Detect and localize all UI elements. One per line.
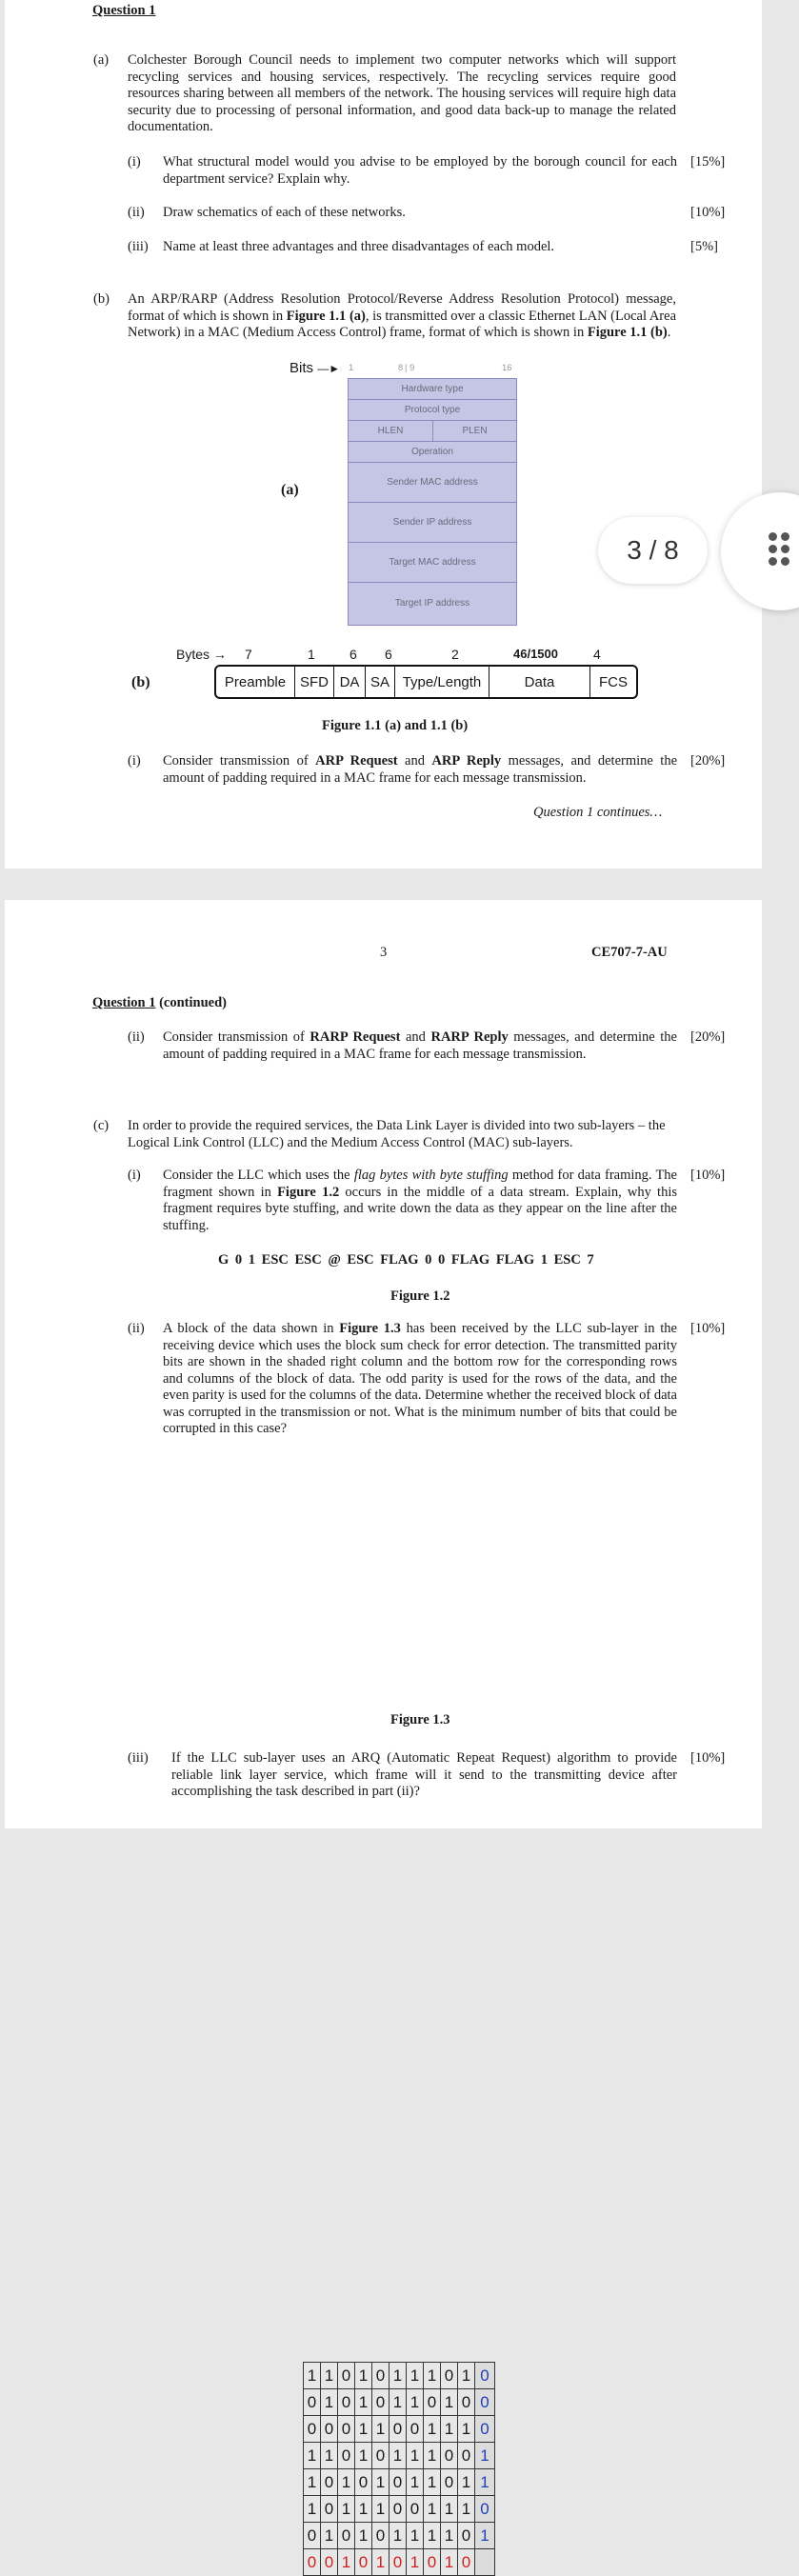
part-b-ii-label: (ii) [128,1029,145,1045]
data-bit-cell: 1 [424,2416,441,2443]
bit-9-label: 9 [409,363,415,373]
data-bit-cell: 1 [304,2443,321,2469]
data-bit-cell: 0 [321,2469,338,2496]
table-row [304,2469,495,2496]
part-a-ii-label: (ii) [128,205,145,220]
arp-packet-format [348,378,517,626]
part-a-iii-label: (iii) [128,239,149,254]
part-a-ii-text: Draw schematics of each of these networks. [163,205,406,220]
data-bit-cell: 1 [441,2496,458,2523]
figure-1-1-caption: Figure 1.1 (a) and 1.1 (b) [322,718,469,733]
field-target-ip: Target IP address [394,598,470,609]
data-bit-cell: 1 [441,2523,458,2549]
field-plen: PLEN [433,421,516,442]
frame-type-length: Type/Length [395,667,489,697]
part-a-iii-text: Name at least three advantages and three disadvantages of each model. [163,239,555,254]
data-bit-cell: 1 [424,2443,441,2469]
part-b-i-label: (i) [128,753,141,769]
corner-cell [475,2549,495,2576]
data-bit-cell: 1 [424,2523,441,2549]
mac-frame-format [214,665,638,699]
bytes-label: Bytes → [176,647,227,662]
part-c-i-label: (i) [128,1168,141,1183]
column-parity-cell: 0 [390,2549,407,2576]
frame-sfd: SFD [295,667,334,697]
parity-block-table [303,2362,495,2576]
part-a-i-text: What structural model would you advise to be employed by the borough council for each department service? Explain why. [163,154,677,187]
question-title: Question 1 [92,3,156,18]
data-bit-cell: 0 [407,2416,424,2443]
part-b-label: (b) [93,291,110,307]
data-bit-cell: 0 [338,2389,355,2416]
column-parity-cell: 0 [321,2549,338,2576]
byte-count-sfd: 1 [308,647,315,662]
field-hlen: HLEN [349,421,433,442]
data-bit-cell: 0 [407,2496,424,2523]
data-bit-cell: 1 [458,2469,475,2496]
field-sender-ip: Sender IP address [349,503,516,543]
frame-da: DA [334,667,366,697]
data-bit-cell: 0 [338,2416,355,2443]
byte-count-type: 2 [451,647,459,662]
data-bit-cell: 0 [321,2416,338,2443]
part-a-iii-marks: [5%] [690,239,718,254]
data-bit-cell: 1 [390,2363,407,2389]
document-page-1 [5,0,762,869]
part-c-iii-marks: [10%] [690,1750,726,1766]
data-bit-cell: 1 [304,2363,321,2389]
part-a-ii-marks: [10%] [690,205,726,220]
part-a-i-marks: [15%] [690,154,726,170]
row-parity-cell: 0 [475,2389,495,2416]
data-stream-fragment: G 0 1 ESC ESC @ ESC FLAG 0 0 FLAG FLAG 1 ESC 7 [218,1252,594,1268]
data-bit-cell: 0 [321,2496,338,2523]
data-bit-cell: 1 [355,2363,372,2389]
byte-count-da: 6 [350,647,357,662]
data-bit-cell: 1 [355,2389,372,2416]
document-page-2 [5,900,762,2571]
frame-data: Data [489,667,590,697]
part-b-ii-text: Consider transmission of RARP Request and RARP Reply messages, and determine the amount of padding required in a MAC frame for each message transmission. [163,1029,677,1062]
part-c-iii-text: If the LLC sub-layer uses an ARQ (Automatic Repeat Request) algorithm to provide reliable link layer service, which frame will it send to the transmitting device after accomplishing the task described in part (ii)? [171,1750,677,1799]
data-bit-cell: 0 [390,2469,407,2496]
data-bit-cell: 0 [458,2523,475,2549]
data-bit-cell: 0 [304,2389,321,2416]
data-bit-cell: 0 [390,2496,407,2523]
part-b-text: An ARP/RARP (Address Resolution Protocol/Reverse Address Resolution Protocol) message, format of which is shown in Figure 1.1 (a), is transmitted over a classic Ethernet LAN (Local Area Network) in a MAC (Medium Access Control) frame, format of which is shown in Figure 1.1 (b). [128,291,677,340]
figure-a-label: (a) [281,482,299,498]
column-parity-cell: 1 [441,2549,458,2576]
column-parity-cell: 0 [355,2549,372,2576]
figure-1-2-caption: Figure 1.2 [390,1288,450,1304]
data-bit-cell: 0 [372,2443,390,2469]
byte-count-data: 46/1500 [513,647,558,661]
data-bit-cell: 1 [441,2416,458,2443]
bit-16-label: 16 [502,363,512,373]
part-c-ii-label: (ii) [128,1321,145,1336]
data-bit-cell: 0 [372,2363,390,2389]
part-b-i-marks: [20%] [690,753,726,769]
row-parity-cell: 0 [475,2416,495,2443]
data-bit-cell: 1 [355,2523,372,2549]
part-c-text: In order to provide the required services, the Data Link Layer is divided into two sub-layers – the Logical Link Control (LLC) and the Medium Access Control (MAC) sub-layers. [128,1118,666,1150]
data-bit-cell: 1 [321,2389,338,2416]
part-b-i-text: Consider transmission of ARP Request and ARP Reply messages, and determine the amount of padding required in a MAC frame for each message transmission. [163,753,678,786]
page-indicator: 3 / 8 [598,517,708,584]
column-parity-cell: 1 [372,2549,390,2576]
data-bit-cell: 1 [321,2363,338,2389]
field-protocol-type: Protocol type [349,400,516,421]
data-bit-cell: 1 [355,2443,372,2469]
data-bit-cell: 1 [304,2469,321,2496]
part-c-ii-marks: [10%] [690,1321,726,1336]
data-bit-cell: 1 [304,2496,321,2523]
data-bit-cell: 0 [441,2363,458,2389]
data-bit-cell: 0 [355,2469,372,2496]
figure-1-3-caption: Figure 1.3 [390,1712,450,1727]
frame-fcs: FCS [599,673,628,690]
part-c-iii-label: (iii) [128,1750,149,1766]
question-continues-note: Question 1 continues… [533,805,663,820]
course-code: CE707-7-AU [591,945,668,960]
table-row [304,2389,495,2416]
data-bit-cell: 1 [441,2389,458,2416]
data-bit-cell: 1 [407,2469,424,2496]
byte-count-preamble: 7 [245,647,252,662]
data-bit-cell: 1 [338,2496,355,2523]
data-bit-cell: 1 [390,2443,407,2469]
data-bit-cell: 0 [372,2523,390,2549]
data-bit-cell: 1 [407,2443,424,2469]
column-parity-row [304,2549,495,2576]
data-bit-cell: 1 [407,2389,424,2416]
field-hardware-type: Hardware type [349,379,516,400]
row-parity-cell: 1 [475,2523,495,2549]
part-c-ii-text: A block of the data shown in Figure 1.3 has been received by the LLC sub-layer in the receiving device which uses the block sum check for error detection. The transmitted parity bits are shown in the shaded right column and the bottom row for the corresponding rows and columns of the block of data. The odd parity is used for the rows of the data, and the even parity is used for the columns of the data. Determine whether the received block of data was corrupted in the transmission or not. What is the minimum number of bits that could be corrupted in this case? [163,1321,677,1436]
column-parity-cell: 0 [424,2549,441,2576]
part-a-i-label: (i) [128,154,141,170]
data-bit-cell: 0 [338,2523,355,2549]
part-a-text: Colchester Borough Council needs to implement two computer networks which will support recycling services and housing services, respectively. The recycling services require good resources sharing between all members of the network. The housing services will require high data security due to processing of personal information, and good data back-up to manage the related documentation. [128,52,676,134]
bit-8-label: 8 [398,363,404,373]
data-bit-cell: 1 [424,2496,441,2523]
column-parity-cell: 1 [407,2549,424,2576]
part-b-ii-marks: [20%] [690,1029,726,1045]
column-parity-cell: 1 [338,2549,355,2576]
data-bit-cell: 0 [441,2443,458,2469]
part-c-i-text: Consider the LLC which uses the flag bytes with byte stuffing method for data framing. The fragment shown in Figure 1.2 occurs in the middle of a data stream. Explain, why this fragment requires byte stuffing, and write down the data as they appear on the line after the stuffing. [163,1168,678,1233]
column-parity-cell: 0 [304,2549,321,2576]
row-parity-cell: 1 [475,2443,495,2469]
bit-separator: | [405,363,408,373]
data-bit-cell: 1 [372,2416,390,2443]
bits-label: Bits —► [290,360,341,376]
data-bit-cell: 1 [458,2496,475,2523]
data-bit-cell: 1 [390,2523,407,2549]
data-bit-cell: 0 [424,2389,441,2416]
field-sender-mac: Sender MAC address [349,463,516,503]
row-parity-cell: 0 [475,2363,495,2389]
data-bit-cell: 1 [338,2469,355,2496]
frame-preamble: Preamble [216,667,295,697]
bit-1-label: 1 [349,363,354,373]
row-parity-cell: 0 [475,2496,495,2523]
column-parity-cell: 0 [458,2549,475,2576]
data-bit-cell: 0 [390,2416,407,2443]
data-bit-cell: 1 [372,2496,390,2523]
data-bit-cell: 1 [458,2416,475,2443]
data-bit-cell: 1 [407,2363,424,2389]
table-row [304,2443,495,2469]
data-bit-cell: 0 [441,2469,458,2496]
data-bit-cell: 1 [355,2496,372,2523]
data-bit-cell: 0 [338,2443,355,2469]
table-row [304,2363,495,2389]
data-bit-cell: 1 [407,2523,424,2549]
frame-sa: SA [366,667,395,697]
question-title-continued: Question 1 (continued) [92,995,227,1010]
data-bit-cell: 1 [424,2469,441,2496]
data-bit-cell: 0 [458,2443,475,2469]
table-row [304,2416,495,2443]
page-number: 3 [380,945,388,960]
byte-count-sa: 6 [385,647,392,662]
data-bit-cell: 0 [458,2389,475,2416]
data-bit-cell: 1 [372,2469,390,2496]
field-target-mac: Target MAC address [349,543,516,583]
part-c-label: (c) [93,1118,110,1133]
part-c-i-marks: [10%] [690,1168,726,1183]
data-bit-cell: 0 [338,2363,355,2389]
data-bit-cell: 1 [390,2389,407,2416]
table-row [304,2496,495,2523]
row-parity-cell: 1 [475,2469,495,2496]
data-bit-cell: 0 [304,2523,321,2549]
field-operation: Operation [349,442,516,463]
data-bit-cell: 1 [321,2523,338,2549]
data-bit-cell: 0 [304,2416,321,2443]
data-bit-cell: 1 [355,2416,372,2443]
data-bit-cell: 1 [321,2443,338,2469]
table-row [304,2523,495,2549]
data-bit-cell: 0 [372,2389,390,2416]
part-a-label: (a) [93,52,110,68]
figure-b-label: (b) [131,674,150,690]
byte-count-fcs: 4 [593,647,601,662]
data-bit-cell: 1 [424,2363,441,2389]
data-bit-cell: 1 [458,2363,475,2389]
